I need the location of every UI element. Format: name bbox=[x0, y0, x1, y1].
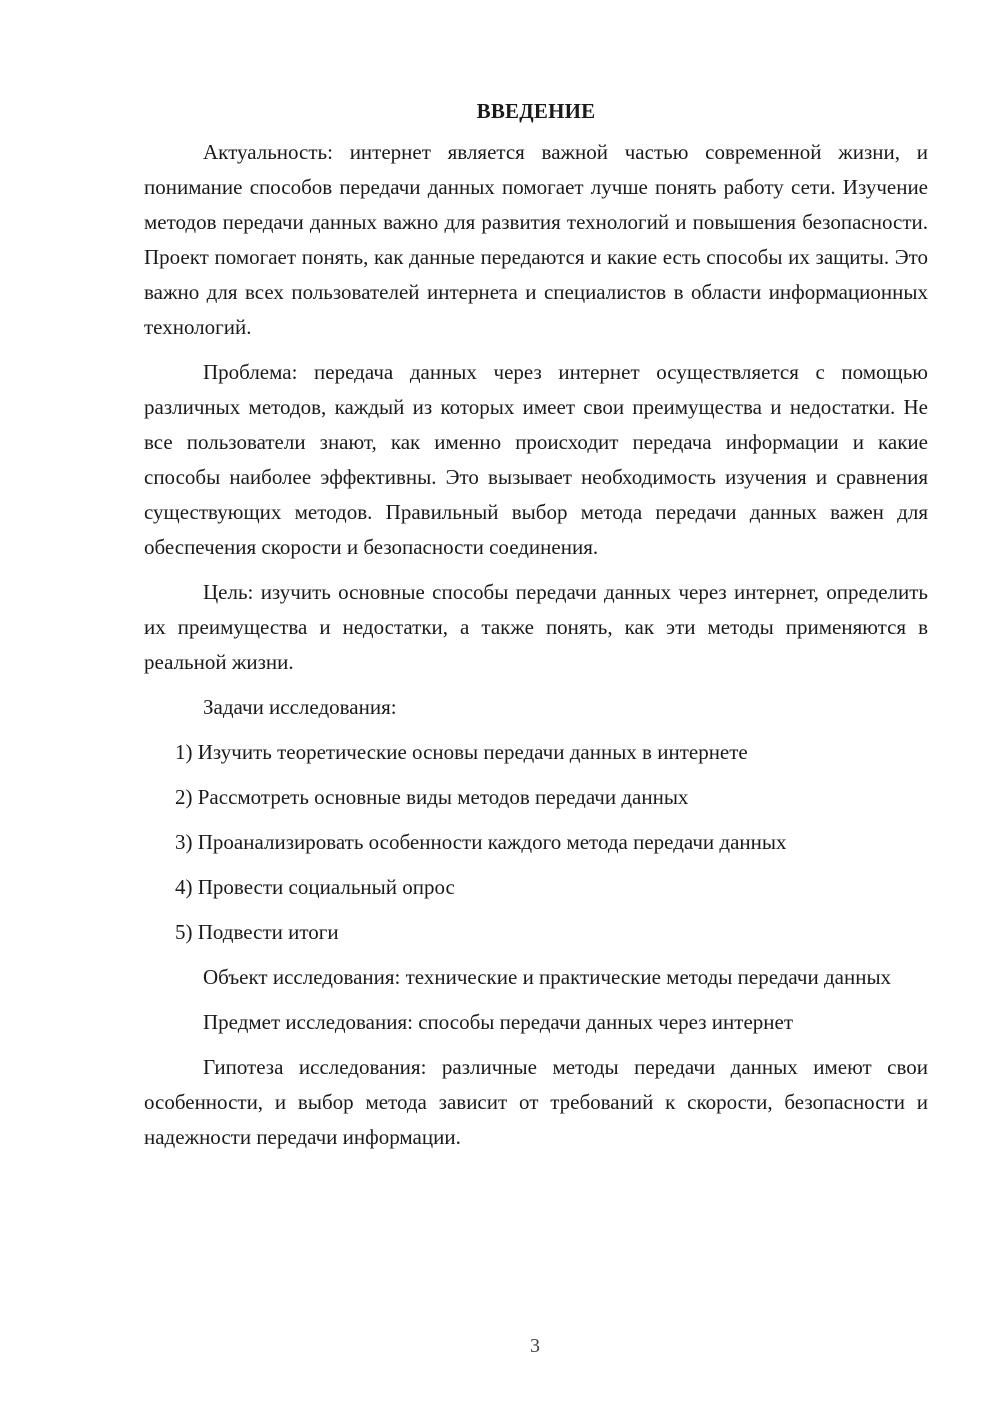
page-content bbox=[144, 96, 928, 1165]
object-paragraph: Объект исследования: технические и практические методы передачи данных bbox=[203, 965, 892, 989]
tasks-list bbox=[144, 735, 928, 950]
task-item-5: 5) Подвести итоги bbox=[175, 920, 339, 944]
section-heading: ВВЕДЕНИЕ bbox=[476, 99, 596, 123]
tasks-heading: Задачи исследования: bbox=[203, 695, 397, 719]
subject-paragraph: Предмет исследования: способы передачи данных через интернет bbox=[203, 1010, 794, 1034]
goal-paragraph: Цель: изучить основные способы передачи данных через интернет, определить их преимущества и недостатки, а также понять, как эти методы применяются в реальной жизни. bbox=[144, 580, 928, 674]
page-number: 3 bbox=[530, 1335, 540, 1357]
task-item-1: 1) Изучить теоретические основы передачи данных в интернете bbox=[175, 740, 748, 764]
relevance-paragraph: Актуальность: интернет является важной частью современной жизни, и понимание способов передачи данных помогает лучше понять работу сети. Изучение методов передачи данных важно для развития технологий и повышения безопасности. Проект помогает понять, как данные передаются и какие есть способы их защиты. Это важно для всех пользователей интернета и специалистов в области информационных технологий. bbox=[144, 140, 928, 339]
problem-paragraph: Проблема: передача данных через интернет осуществляется с помощью различных методов, каждый из которых имеет свои преимущества и недостатки. Не все пользователи знают, как именно происходит передача информации и какие способы наиболее эффективны. Это вызывает необходимость изучения и сравнения существующих методов. Правильный выбор метода передачи данных важен для обеспечения скорости и безопасности соединения. bbox=[144, 360, 928, 559]
task-item-4: 4) Провести социальный опрос bbox=[175, 875, 455, 899]
task-item-3: 3) Проанализировать особенности каждого метода передачи данных bbox=[175, 830, 787, 854]
hypothesis-paragraph: Гипотеза исследования: различные методы передачи данных имеют свои особенности, и выбор метода зависит от требований к скорости, безопасности и надежности передачи информации. bbox=[144, 1055, 928, 1149]
task-item-2: 2) Рассмотреть основные виды методов передачи данных bbox=[175, 785, 689, 809]
